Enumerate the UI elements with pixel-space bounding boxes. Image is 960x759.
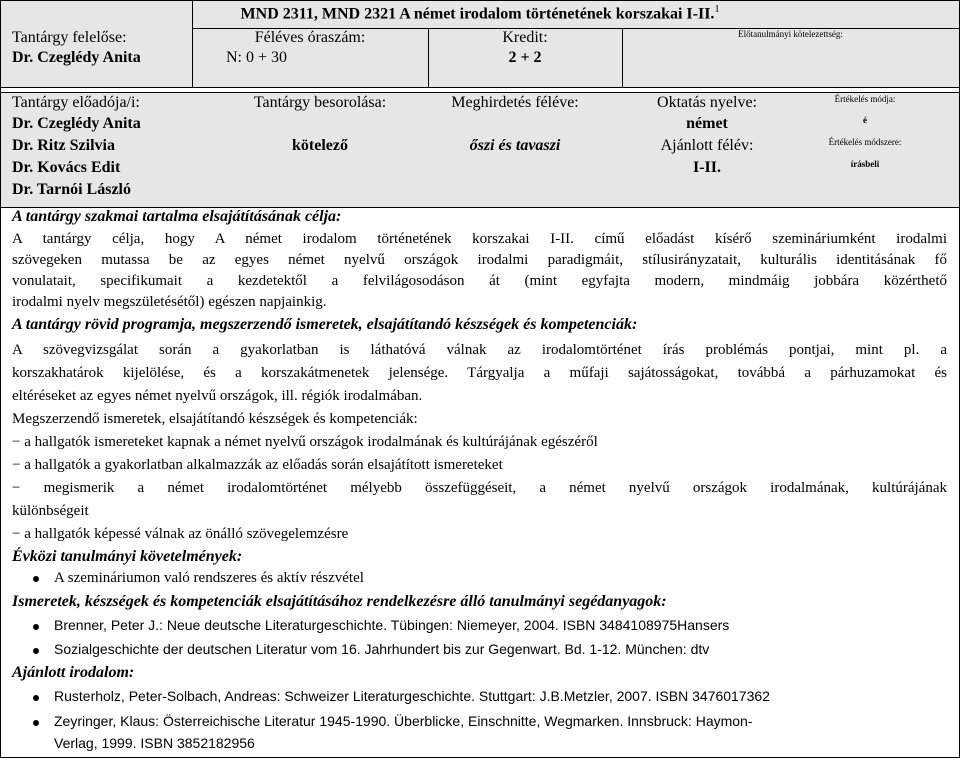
program-line-5: − a hallgatók ismereteket kapnak a német nyelvű országok irodalmának és kultúrájának egészéről: [12, 434, 598, 450]
program-line-9: − a hallgatók képessé válnak az önálló szövegelemzésre: [12, 526, 349, 542]
program-line-8: különbségeit: [12, 503, 89, 519]
segedanyag-bullet-1: [33, 624, 39, 630]
ajanlott-bullet-1: [33, 695, 39, 701]
oraszam-value: N: 0 + 30: [226, 49, 288, 66]
modszer-label: Értékelés módszere:: [828, 137, 902, 147]
table-border-left: [0, 0, 1, 758]
program-line-7: − megismerik a német irodalomtörténet mélyebb összefüggéseit, a német nyelvű országok irodalmának, kultúrájának: [12, 480, 947, 496]
cel-line-1: A tantárgy célja, hogy A német irodalom történetének korszakai I-II. című előadást kísérő szemináriumként irodalmi: [12, 231, 947, 247]
cel-line-2: szövegeken mutassa be az egyes német nyelvű országok irodalmi paradigmáit, stílusirányzatait, kulturális identitásának fő: [12, 252, 947, 268]
table-border-top: [0, 0, 960, 1]
program-line-6: − a hallgatók a gyakorlatban alkalmazzák az előadás során elsajátított ismereteket: [12, 457, 503, 473]
segedanyag-bullet-2: [33, 648, 39, 654]
evkozi-heading: Évközi tanulmányi követelmények:: [12, 548, 243, 565]
program-heading: A tantárgy rövid programja, megszerzendő ismeretek, elsajátítandó készségek és kompetenciák:: [12, 316, 638, 333]
program-line-1: A szövegvizsgálat során a gyakorlatban is láthatóvá válnak az irodalomtörténet írás problémás pontjai, mint pl. a: [12, 342, 947, 358]
felelos-label: Tantárgy felelőse:: [12, 29, 127, 46]
besorolas-value: kötelező: [292, 137, 348, 154]
document-title-text: MND 2311, MND 2321 A német irodalom történetének korszakai I-II.: [240, 5, 715, 23]
eloado-name-2: Dr. Ritz Szilvia: [12, 137, 115, 154]
kredit-label: Kredit:: [502, 29, 548, 46]
meghirdetes-label: Meghirdetés féléve:: [451, 94, 579, 111]
eloado-name-4: Dr. Tarnói László: [12, 181, 131, 198]
segedanyag-heading: Ismeretek, készségek és kompetenciák elsajátításához rendelkezésre álló tanulmányi segédanyagok:: [12, 593, 667, 610]
program-line-3: eltéréseket az egyes német nyelvű országok, ill. régiók irodalmában.: [12, 388, 423, 404]
elotan-label: Előtanulmányi kötelezettség:: [738, 29, 843, 39]
eloado-label: Tantárgy előadója/i:: [12, 94, 140, 111]
program-line-2: korszakhatárok kijelölése, és a korszakátmenetek jelensége. Tárgyalja a műfaji sajátosságokat, továbbá a párhuzamokat és: [12, 365, 947, 381]
table-border-bottom: [0, 757, 960, 758]
felelos-name: Dr. Czeglédy Anita: [12, 49, 141, 66]
cel-line-3: vonulatait, specifikumait a kezdetektől a felvilágosodáson át (mint egyfajta modern, mindmáig jobbára közérthető: [12, 273, 947, 289]
ajanlott-item-2: Zeyringer, Klaus: Österreichische Literatur 1945-1990. Überblicke, Einschnitte, Wegmarken. Innsbruck: Haymon-: [54, 713, 753, 729]
ertekeles-value: é: [863, 115, 867, 125]
ajanlott-bullet-2: [33, 720, 39, 726]
ajanlott-irodalom-heading: Ajánlott irodalom:: [12, 664, 135, 681]
cel-heading: A tantárgy szakmai tartalma elsajátításának célja:: [12, 208, 342, 225]
evkozi-item-1: A szemináriumon való rendszeres és aktív részvétel: [54, 570, 364, 586]
segedanyag-item-2: Sozialgeschichte der deutschen Literatur vom 16. Jahrhundert bis zur Gegenwart. Bd. 1-12. München: dtv: [54, 641, 710, 657]
table-border-header-bottom: [0, 87, 960, 88]
besorolas-label: Tantárgy besorolása:: [253, 94, 387, 111]
modszer-value: írásbeli: [850, 159, 880, 169]
nyelv-value: német: [686, 115, 728, 132]
ajanlott-label: Ajánlott félév:: [660, 137, 754, 154]
title-footnote: 1: [714, 4, 720, 15]
cel-line-4: irodalmi nyelv megszületésétől) egészen napjainkig.: [12, 294, 327, 310]
meghirdetes-value: őszi és tavaszi: [469, 137, 561, 154]
oraszam-label: Féléves óraszám:: [254, 29, 366, 46]
document-title: [192, 4, 768, 23]
segedanyag-item-1: Brenner, Peter J.: Neue deutsche Literaturgeschichte. Tübingen: Niemeyer, 2004. ISBN 3484108975Hansers: [54, 617, 730, 633]
ajanlott-item-1: Rusterholz, Peter-Solbach, Andreas: Schweizer Literaturgeschichte. Stuttgart: J.B.Metzler, 2007. ISBN 3476017362: [54, 688, 770, 704]
table-border-info-top: [0, 92, 960, 93]
program-line-4: Megszerzendő ismeretek, elsajátítandó készségek és kompetenciák:: [12, 411, 418, 427]
ajanlott-item-2-cont: Verlag, 1999. ISBN 3852182956: [54, 735, 255, 751]
eloado-name-3: Dr. Kovács Edit: [12, 159, 121, 176]
eloado-name-1: Dr. Czeglédy Anita: [12, 115, 141, 132]
nyelv-label: Oktatás nyelve:: [657, 94, 757, 111]
evkozi-bullet-1: [33, 576, 39, 582]
kredit-value: 2 + 2: [508, 49, 542, 66]
ajanlott-value: I-II.: [692, 159, 721, 176]
ertekeles-label: Értékelés módja:: [834, 94, 896, 104]
